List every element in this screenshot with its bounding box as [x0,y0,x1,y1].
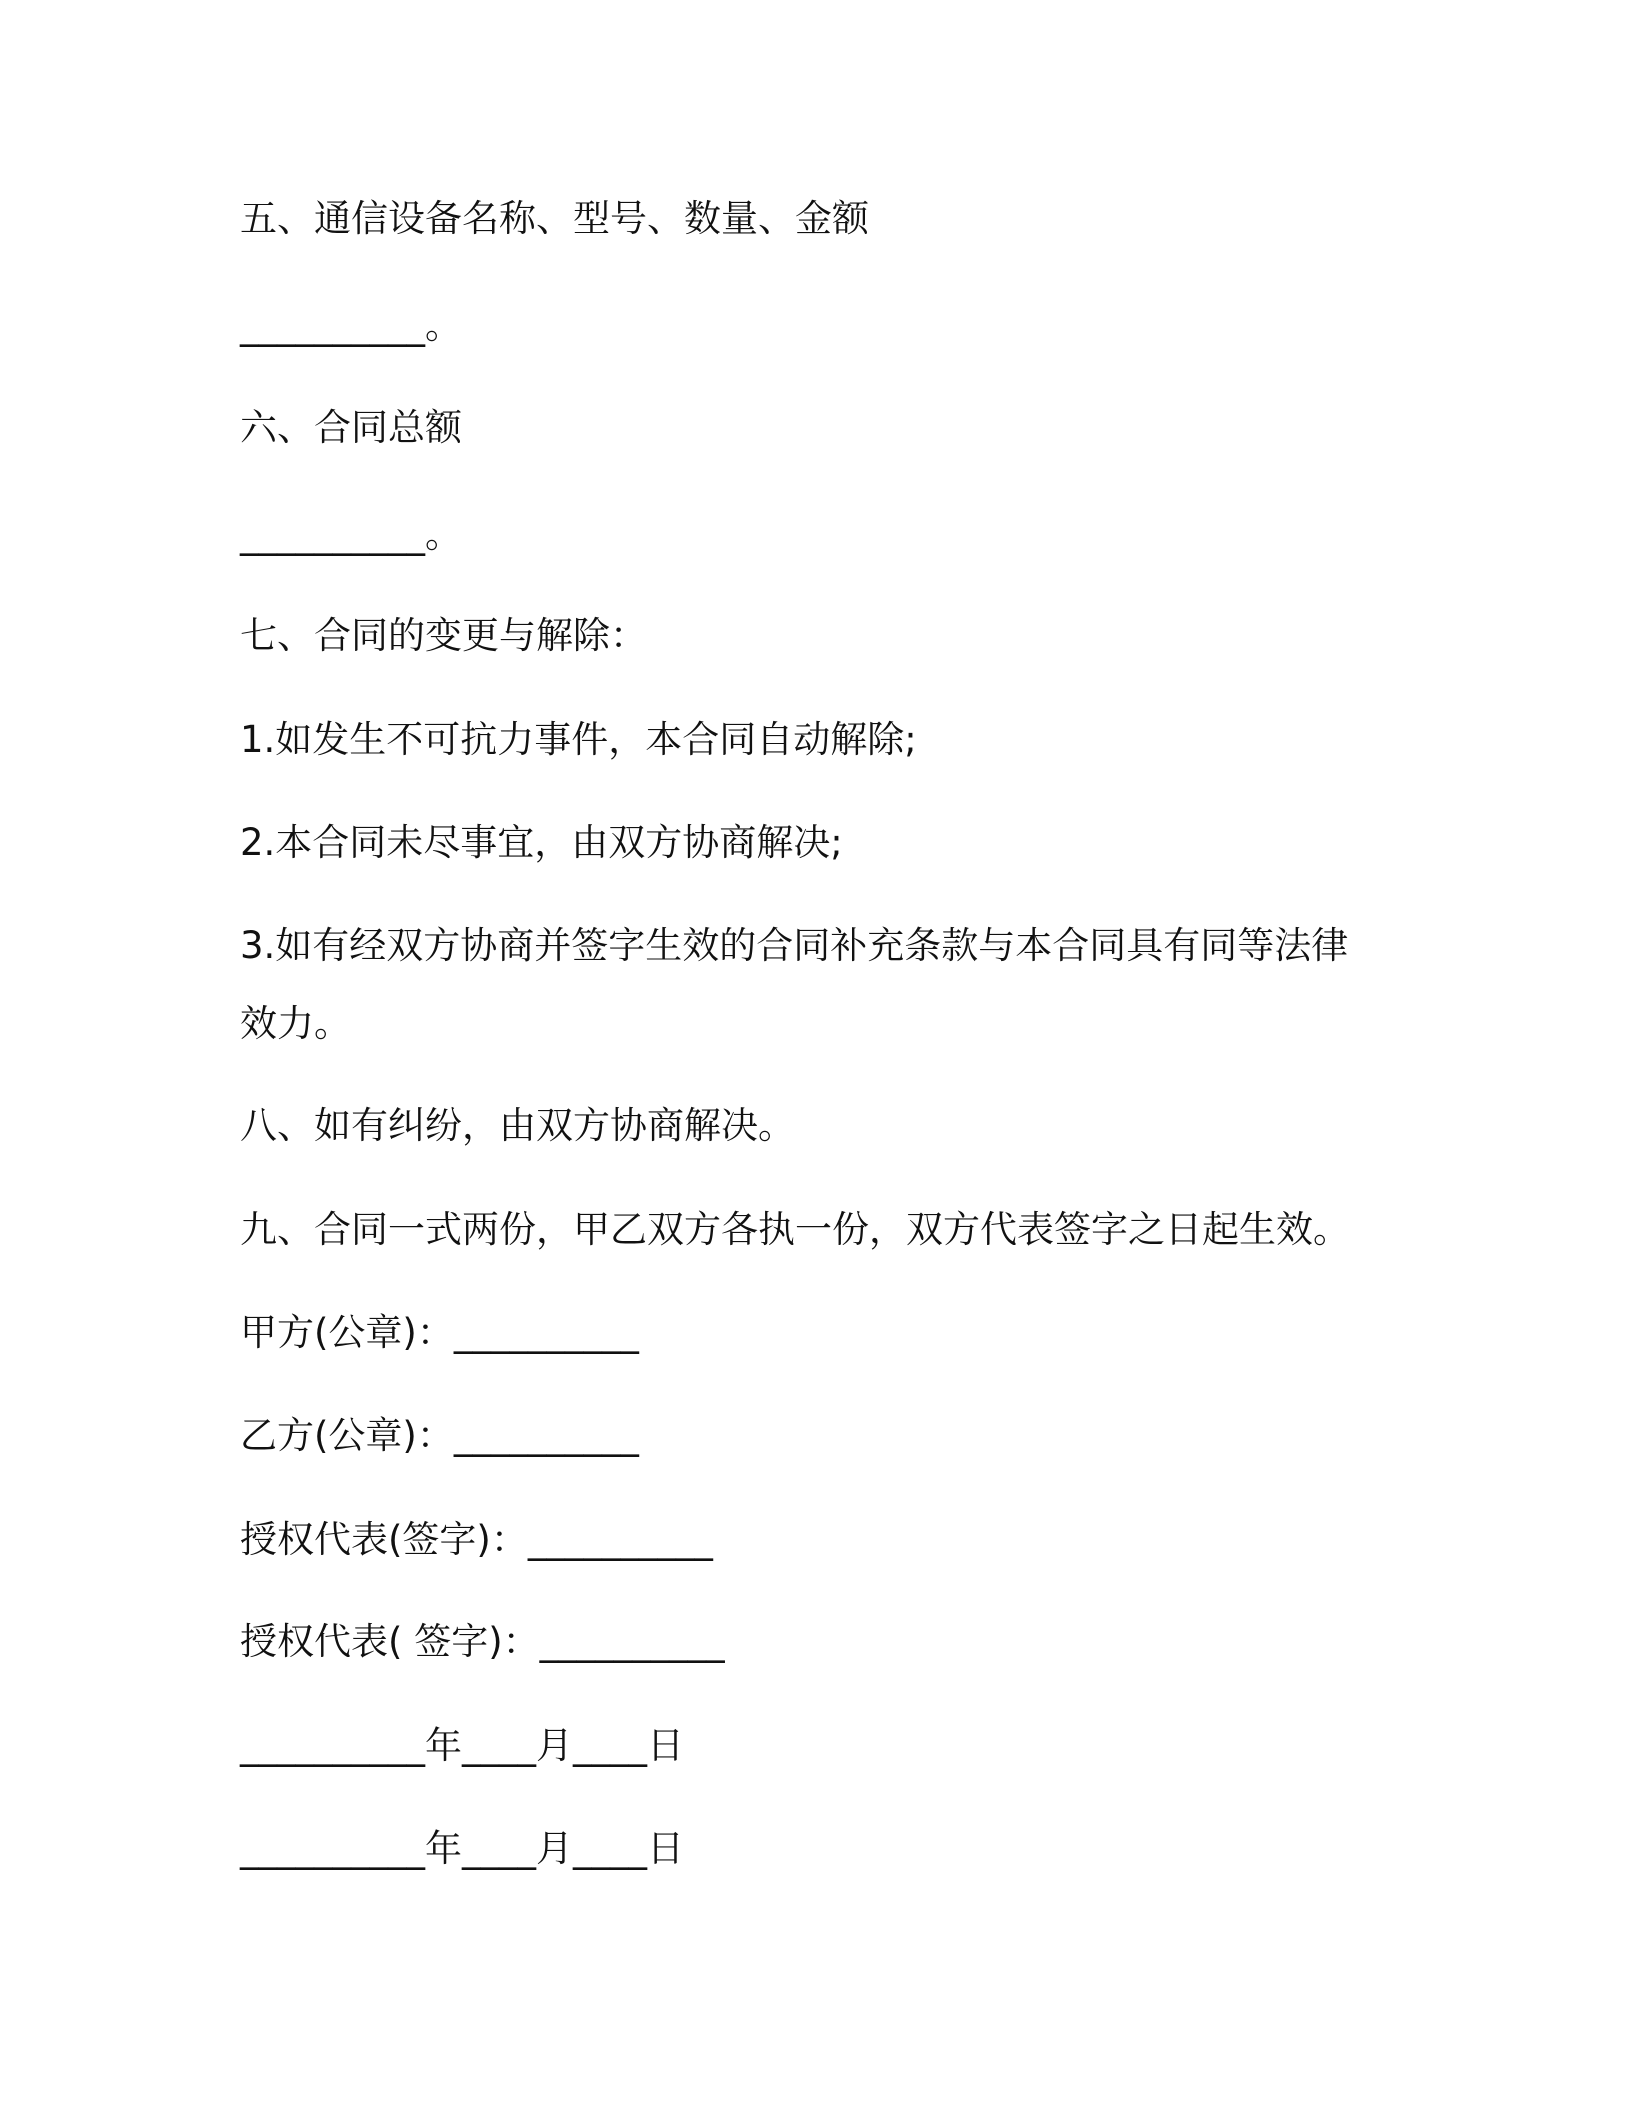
section-8: 八、如有纠纷，由双方协商解决。 [240,1104,795,1147]
section-9: 九、合同一式两份，甲乙双方各执一份，双方代表签字之日起生效。 [240,1208,1350,1251]
section-5-heading: 五、通信设备名称、型号、数量、金额 [240,197,869,240]
clause-7-3: 3.如有经双方协商并签字生效的合同补充条款与本合同具有同等法律 [240,924,1349,967]
authorized-rep-1-signature: 授权代表(签字)：__________ [240,1518,713,1561]
section-5-blank: __________。 [240,304,462,347]
section-7-heading: 七、合同的变更与解除： [240,614,647,657]
clause-7-3-continued: 效力。 [240,1002,351,1045]
date-line-1: __________年____月____日 [240,1724,684,1767]
authorized-rep-2-signature: 授权代表( 签字)：__________ [240,1620,725,1663]
party-a-seal-line: 甲方(公章)：__________ [240,1311,639,1354]
clause-7-1: 1.如发生不可抗力事件，本合同自动解除; [240,718,917,761]
section-6-heading: 六、合同总额 [240,406,462,449]
date-line-2: __________年____月____日 [240,1827,684,1870]
section-6-blank: __________。 [240,513,462,556]
clause-7-2: 2.本合同未尽事宜，由双方协商解决; [240,821,843,864]
party-b-seal-line: 乙方(公章)：__________ [240,1414,639,1457]
